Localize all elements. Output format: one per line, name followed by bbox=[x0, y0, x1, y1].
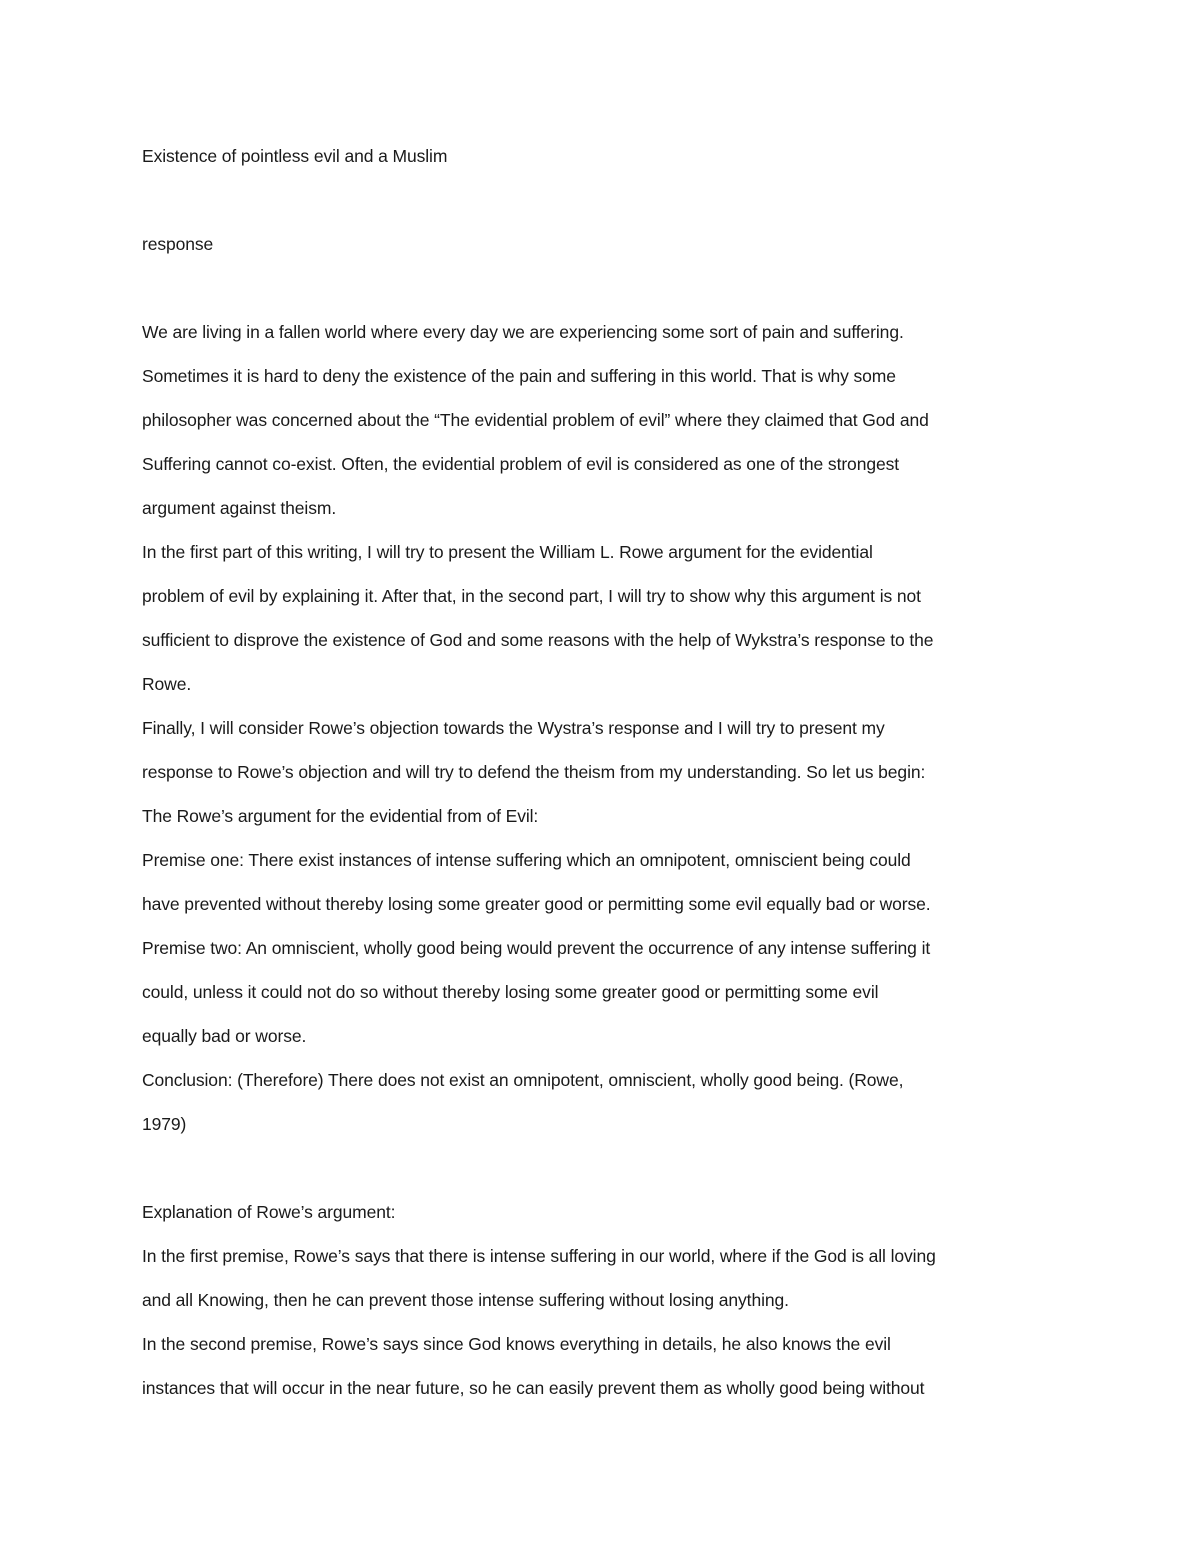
premise-line: Premise two: An omniscient, wholly good being would prevent the occurrence of any intense suffering it bbox=[142, 938, 931, 958]
paragraph-line: response to Rowe’s objection and will try to defend the theism from my understanding. So let us begin: bbox=[142, 762, 926, 782]
paragraph-line: Sometimes it is hard to deny the existence of the pain and suffering in this world. That is why some bbox=[142, 366, 896, 386]
paragraph-line: philosopher was concerned about the “The evidential problem of evil” where they claimed that God and bbox=[142, 410, 929, 430]
conclusion-line: 1979) bbox=[142, 1114, 187, 1134]
paragraph-line: We are living in a fallen world where every day we are experiencing some sort of pain and suffering. bbox=[142, 322, 904, 342]
title-line-1: Existence of pointless evil and a Muslim bbox=[142, 146, 448, 166]
paragraph-line: sufficient to disprove the existence of God and some reasons with the help of Wykstra’s response to the bbox=[142, 630, 934, 650]
paragraph-line: argument against theism. bbox=[142, 498, 337, 518]
paragraph-line: The Rowe’s argument for the evidential from of Evil: bbox=[142, 806, 539, 826]
paragraph-line: Rowe. bbox=[142, 674, 192, 694]
title-line-2: response bbox=[142, 234, 214, 254]
premise-line: equally bad or worse. bbox=[142, 1026, 307, 1046]
paragraph-line: problem of evil by explaining it. After that, in the second part, I will try to show why this argument is not bbox=[142, 586, 921, 606]
paragraph-line: instances that will occur in the near future, so he can easily prevent them as wholly good being without bbox=[142, 1378, 925, 1398]
paragraph-line: In the first premise, Rowe’s says that there is intense suffering in our world, where if the God is all loving bbox=[142, 1246, 936, 1266]
paragraph-line: Finally, I will consider Rowe’s objection towards the Wystra’s response and I will try to present my bbox=[142, 718, 885, 738]
section-heading: Explanation of Rowe’s argument: bbox=[142, 1202, 396, 1222]
premise-line: Premise one: There exist instances of intense suffering which an omnipotent, omniscient being could bbox=[142, 850, 911, 870]
premise-line: have prevented without thereby losing some greater good or permitting some evil equally bad or worse. bbox=[142, 894, 931, 914]
blank-line bbox=[142, 275, 1062, 319]
paragraph-line: Suffering cannot co-exist. Often, the evidential problem of evil is considered as one of the strongest bbox=[142, 454, 899, 474]
paragraph-line: In the first part of this writing, I will try to present the William L. Rowe argument for the evidential bbox=[142, 542, 873, 562]
paragraph-line: In the second premise, Rowe’s says since God knows everything in details, he also knows the evil bbox=[142, 1334, 891, 1354]
paragraph-line: and all Knowing, then he can prevent those intense suffering without losing anything. bbox=[142, 1290, 789, 1310]
document-body bbox=[142, 143, 1062, 1419]
blank-line bbox=[142, 187, 1062, 231]
premise-line: could, unless it could not do so without thereby losing some greater good or permitting some evil bbox=[142, 982, 879, 1002]
conclusion-line: Conclusion: (Therefore) There does not exist an omnipotent, omniscient, wholly good being. (Rowe, bbox=[142, 1070, 904, 1090]
blank-line bbox=[142, 1155, 1062, 1199]
